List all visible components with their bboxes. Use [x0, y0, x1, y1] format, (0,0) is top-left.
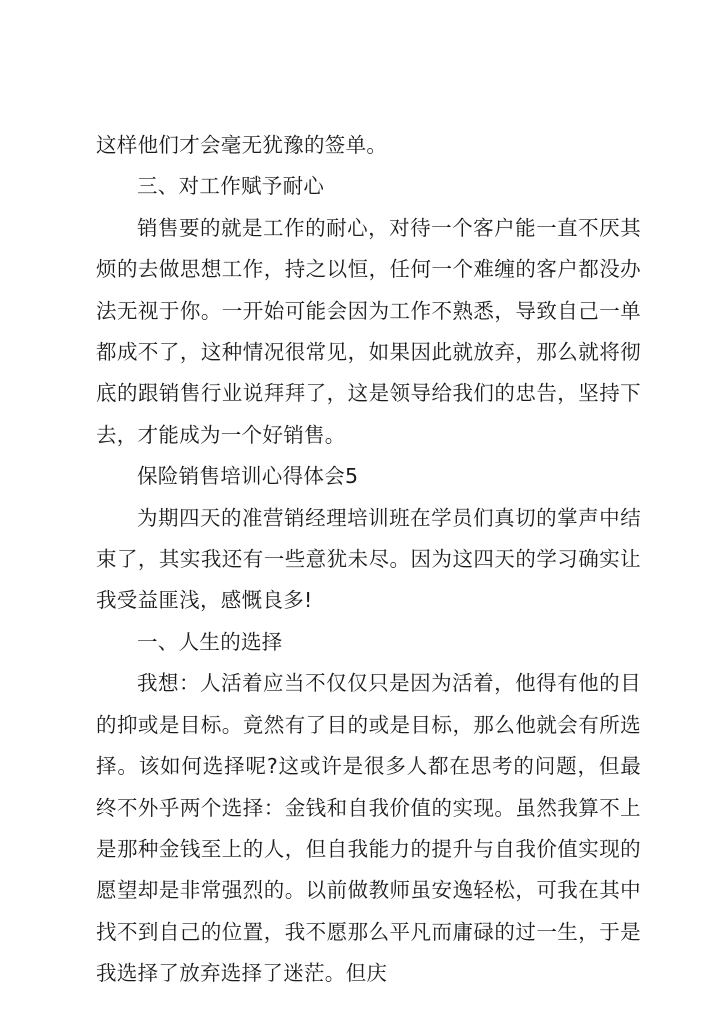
paragraph-intro: 为期四天的准营销经理培训班在学员们真切的掌声中结束了，其实我还有一些意犹未尽。因为这四天的学习确实让我受益匪浅，感慨良多! — [96, 505, 641, 613]
paragraph-patience: 销售要的就是工作的耐心，对待一个客户能一直不厌其烦的去做思想工作，持之以恒，任何一个难缠的客户都没办法无视于你。一开始可能会因为工作不熟悉，导致自己一单都成不了，这种情况很常见，如果因此就放弃，那么就将彻底的跟销售行业说拜拜了，这是领导给我们的忠告，坚持下去，才能成为一个好销售。 — [96, 215, 641, 447]
section-heading-patience: 三、对工作赋予耐心 — [137, 174, 325, 199]
article-title: 保险销售培训心得体会5 — [137, 464, 359, 489]
paragraph-closing-line: 这样他们才会毫无犹豫的签单。 — [96, 133, 388, 157]
document-body — [96, 125, 641, 995]
paragraph-life-choice: 我想：人活着应当不仅仅只是因为活着，他得有他的目的抑或是目标。竟然有了目的或是目标，那么他就会有所选择。该如何选择呢?这或许是很多人都在思考的问题，但最终不外乎两个选择：金钱和自我价值的实现。虽然我算不上是那种金钱至上的人，但自我能力的提升与自我价值实现的愿望却是非常强烈的。以前做教师虽安逸轻松，可我在其中找不到自己的位置，我不愿那么平凡而庸碌的过一生，于是我选择了放弃选择了迷茫。但庆 — [96, 671, 641, 986]
section-heading-life-choice: 一、人生的选择 — [137, 629, 283, 654]
